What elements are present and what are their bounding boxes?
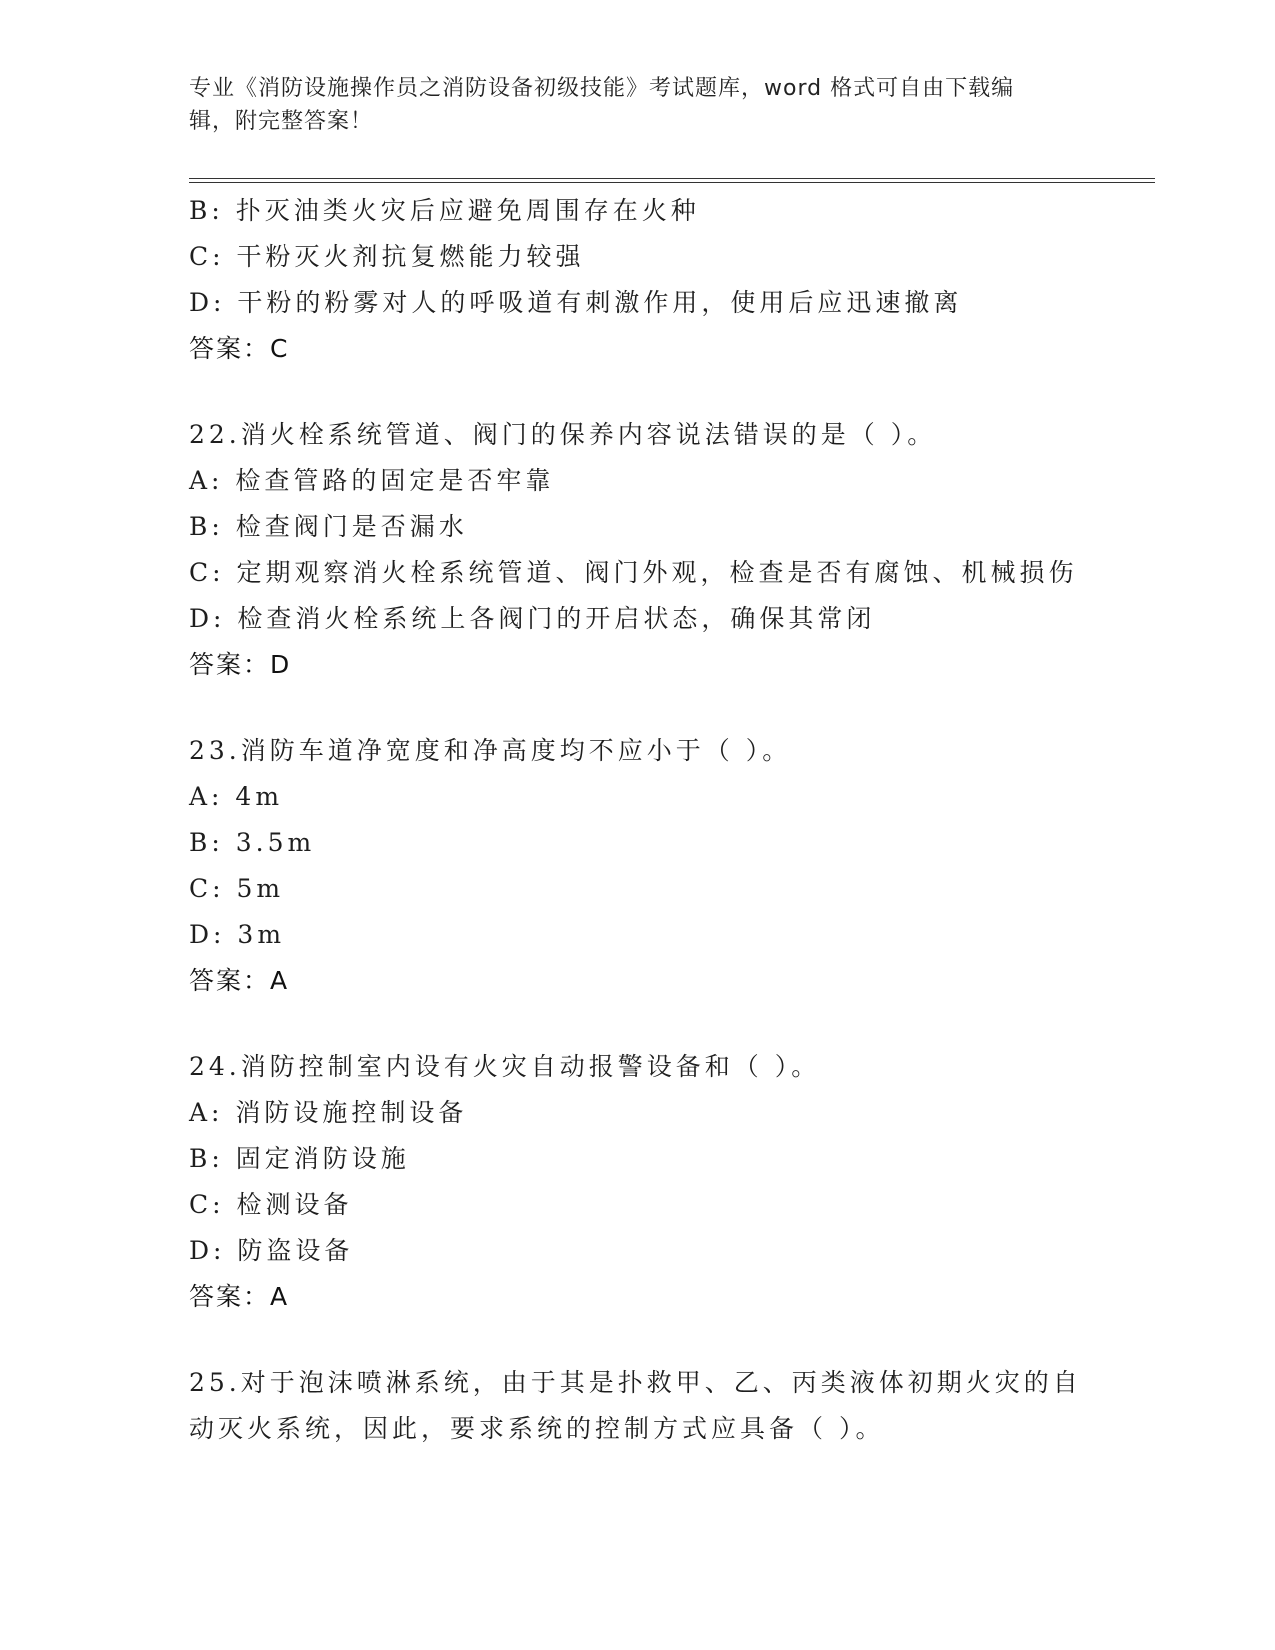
header-line-2: 辑，附完整答案！	[189, 109, 374, 134]
option-c: C: 检测设备	[189, 1190, 353, 1219]
question-stem: 22.消火栓系统管道、阀门的保养内容说法错误的是（ ）。	[189, 420, 937, 449]
question-22	[189, 412, 1089, 688]
option-d: D: 干粉的粉雾对人的呼吸道有刺激作用，使用后应迅速撤离	[189, 288, 963, 317]
answer-line: 答案：A	[189, 966, 290, 995]
question-23	[189, 728, 1089, 1004]
answer-line: 答案：D	[189, 650, 292, 679]
question-stem: 24.消防控制室内设有火灾自动报警设备和（ ）。	[189, 1052, 821, 1081]
option-a: A: 检查管路的固定是否牢靠	[189, 466, 555, 495]
option-b: B: 扑灭油类火灾后应避免周围存在火种	[189, 196, 700, 225]
question-stem: 25.对于泡沫喷淋系统，由于其是扑救甲、乙、丙类液体初期火灾的自	[189, 1368, 1082, 1397]
option-d: D: 3m	[189, 920, 286, 949]
question-fragment	[189, 188, 1089, 372]
header-divider-top	[189, 178, 1155, 179]
option-c: C: 5m	[189, 874, 285, 903]
option-a: A: 消防设施控制设备	[189, 1098, 468, 1127]
option-c: C: 定期观察消火栓系统管道、阀门外观，检查是否有腐蚀、机械损伤	[189, 558, 1078, 587]
header-divider-bottom	[189, 182, 1155, 183]
question-25	[189, 1360, 1089, 1452]
question-stem-continued: 动灭火系统，因此，要求系统的控制方式应具备（ ）。	[189, 1414, 885, 1443]
question-24	[189, 1044, 1089, 1320]
option-c: C: 干粉灭火剂抗复燃能力较强	[189, 242, 585, 271]
option-b: B: 3.5m	[189, 828, 316, 857]
option-d: D: 防盗设备	[189, 1236, 354, 1265]
question-list	[189, 188, 1089, 1452]
option-a: A: 4m	[189, 782, 284, 811]
option-d: D: 检查消火栓系统上各阀门的开启状态，确保其常闭	[189, 604, 876, 633]
header-line-1: 专业《消防设施操作员之消防设备初级技能》考试题库，word 格式可自由下载编	[189, 76, 1015, 101]
answer-line: 答案：C	[189, 334, 290, 363]
option-b: B: 检查阀门是否漏水	[189, 512, 468, 541]
answer-line: 答案：A	[189, 1282, 290, 1311]
question-stem: 23.消防车道净宽度和净高度均不应小于（ ）。	[189, 736, 792, 765]
option-b: B: 固定消防设施	[189, 1144, 410, 1173]
document-header	[189, 72, 1069, 138]
